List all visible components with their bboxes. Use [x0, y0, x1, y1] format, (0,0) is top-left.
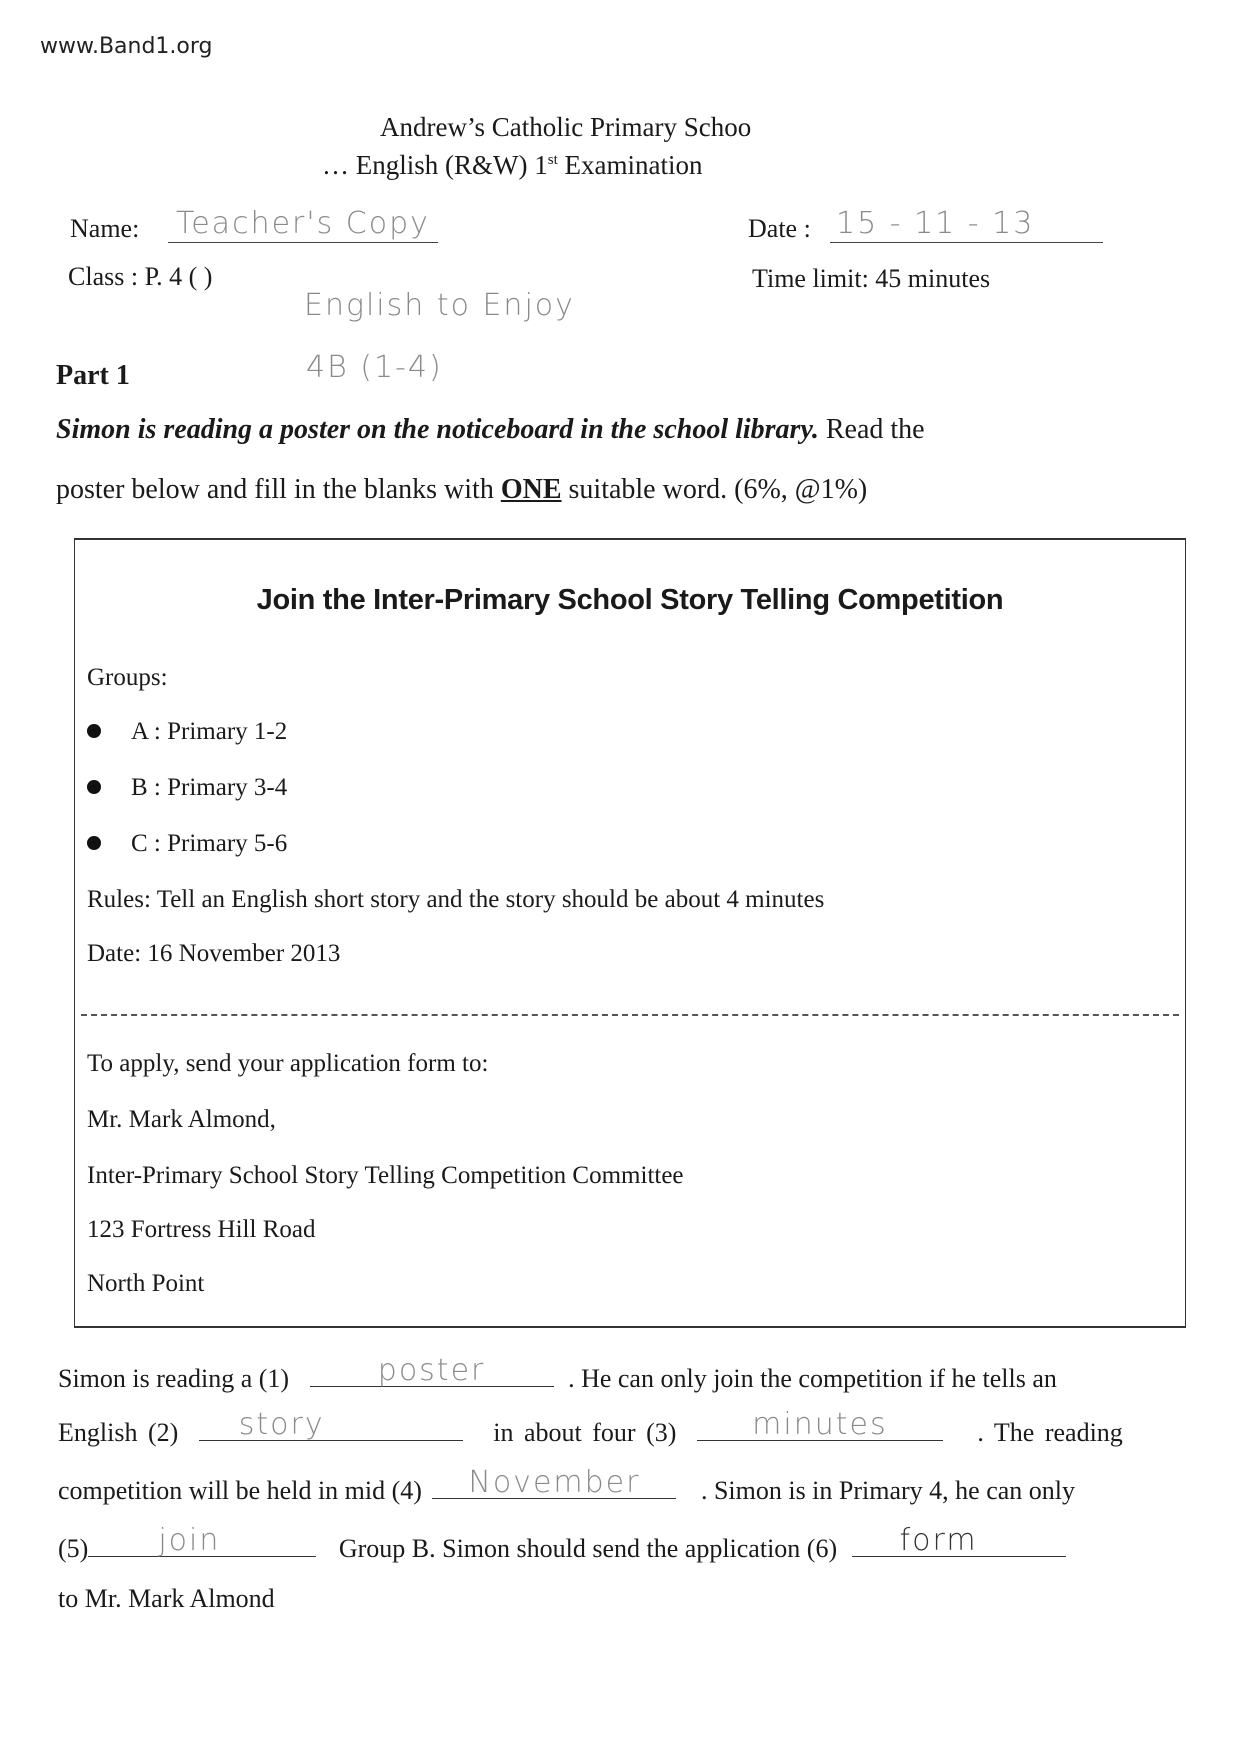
time-limit: Time limit: 45 minutes [752, 264, 991, 293]
answer-2: story [238, 1407, 325, 1442]
instruction-line-2 [56, 474, 867, 506]
answer-5: join [158, 1523, 221, 1558]
watermark-url: www.Band1.org [40, 34, 213, 59]
bullet-icon [87, 780, 101, 794]
exam-title [322, 150, 702, 181]
cloze-text: . He can only join the competition if he tells an [568, 1364, 1057, 1393]
date-label: Date : [748, 214, 811, 243]
answer-blank-6[interactable] [852, 1523, 1066, 1558]
instruction-text-b: suitable word. (6%, @1%) [561, 474, 868, 505]
bullet-icon [87, 836, 101, 850]
answer-3: minutes [752, 1407, 888, 1442]
answer-blank-5[interactable] [88, 1523, 316, 1558]
cloze-text: . The reading [977, 1418, 1123, 1447]
cloze-line-3 [58, 1465, 1200, 1506]
answer-4: November [468, 1465, 641, 1500]
group-label: B : Primary 3-4 [131, 774, 288, 801]
address-line: Inter-Primary School Story Telling Competition Committee [87, 1162, 684, 1189]
part-title: Part 1 [56, 360, 130, 391]
answer-blank-4[interactable] [432, 1465, 676, 1500]
name-label: Name: [70, 214, 140, 243]
instruction-line-1 [56, 414, 925, 446]
group-item [87, 774, 287, 802]
poster-title: Join the Inter-Primary School Story Telling Competition [256, 584, 1004, 616]
cloze-line-2 [58, 1407, 1200, 1448]
cloze-text: English (2) [58, 1418, 179, 1447]
name-field[interactable] [168, 206, 438, 243]
school-name: Andrew’s Catholic Primary Schoo [380, 112, 752, 142]
cloze-text: (5) [58, 1534, 89, 1563]
group-item [87, 718, 287, 746]
group-label: C : Primary 5-6 [131, 830, 288, 857]
answer-blank-2[interactable] [199, 1407, 463, 1442]
answer-6: form [899, 1523, 978, 1558]
name-value: Teacher's Copy [176, 206, 430, 241]
date-field[interactable] [830, 206, 1103, 243]
cloze-line-1 [58, 1353, 1200, 1394]
cloze-line-5 [58, 1584, 1200, 1614]
handwritten-note-units: 4B (1-4) [306, 350, 443, 385]
cloze-text: to Mr. Mark Almond [58, 1584, 275, 1613]
group-item [87, 830, 287, 858]
bullet-icon [87, 724, 101, 738]
cloze-text: . Simon is in Primary 4, he can only [700, 1476, 1076, 1505]
address-line: North Point [87, 1270, 205, 1297]
handwritten-note-book: English to Enjoy [304, 288, 575, 323]
date-value: 15 - 11 - 13 [836, 206, 1035, 241]
answer-1: poster [377, 1353, 486, 1388]
poster-box [74, 538, 1186, 1328]
instruction-read: Read the [818, 414, 925, 445]
address-line: Mr. Mark Almond, [87, 1106, 276, 1133]
address-line: 123 Fortress Hill Road [87, 1216, 316, 1243]
instruction-scenario: Simon is reading a poster on the noticeboard in the school library. [56, 414, 819, 445]
cloze-text: Group B. Simon should send the application (6) [338, 1534, 838, 1563]
class-label: Class : P. 4 ( ) [68, 262, 213, 291]
answer-blank-1[interactable] [310, 1353, 554, 1388]
exam-title-sup: st [547, 152, 558, 168]
poster-apply: To apply, send your application form to: [87, 1050, 489, 1077]
poster-rules: Rules: Tell an English short story and the story should be about 4 minutes [87, 886, 825, 913]
exam-title-prefix: … English (R&W) 1 [322, 150, 548, 180]
groups-label: Groups: [87, 664, 168, 691]
group-label: A : Primary 1-2 [131, 718, 288, 745]
answer-blank-3[interactable] [697, 1407, 943, 1442]
exam-title-suffix: Examination [557, 150, 703, 180]
cloze-text: competition will be held in mid (4) [58, 1476, 422, 1505]
cut-line-divider [81, 1014, 1179, 1016]
cloze-text: Simon is reading a (1) [58, 1364, 290, 1393]
instruction-text-a: poster below and fill in the blanks with [56, 474, 501, 505]
cloze-text: in about four (3) [493, 1418, 677, 1447]
instruction-emphasis: ONE [500, 474, 562, 505]
poster-date: Date: 16 November 2013 [87, 940, 341, 967]
cloze-line-4 [58, 1523, 1200, 1564]
